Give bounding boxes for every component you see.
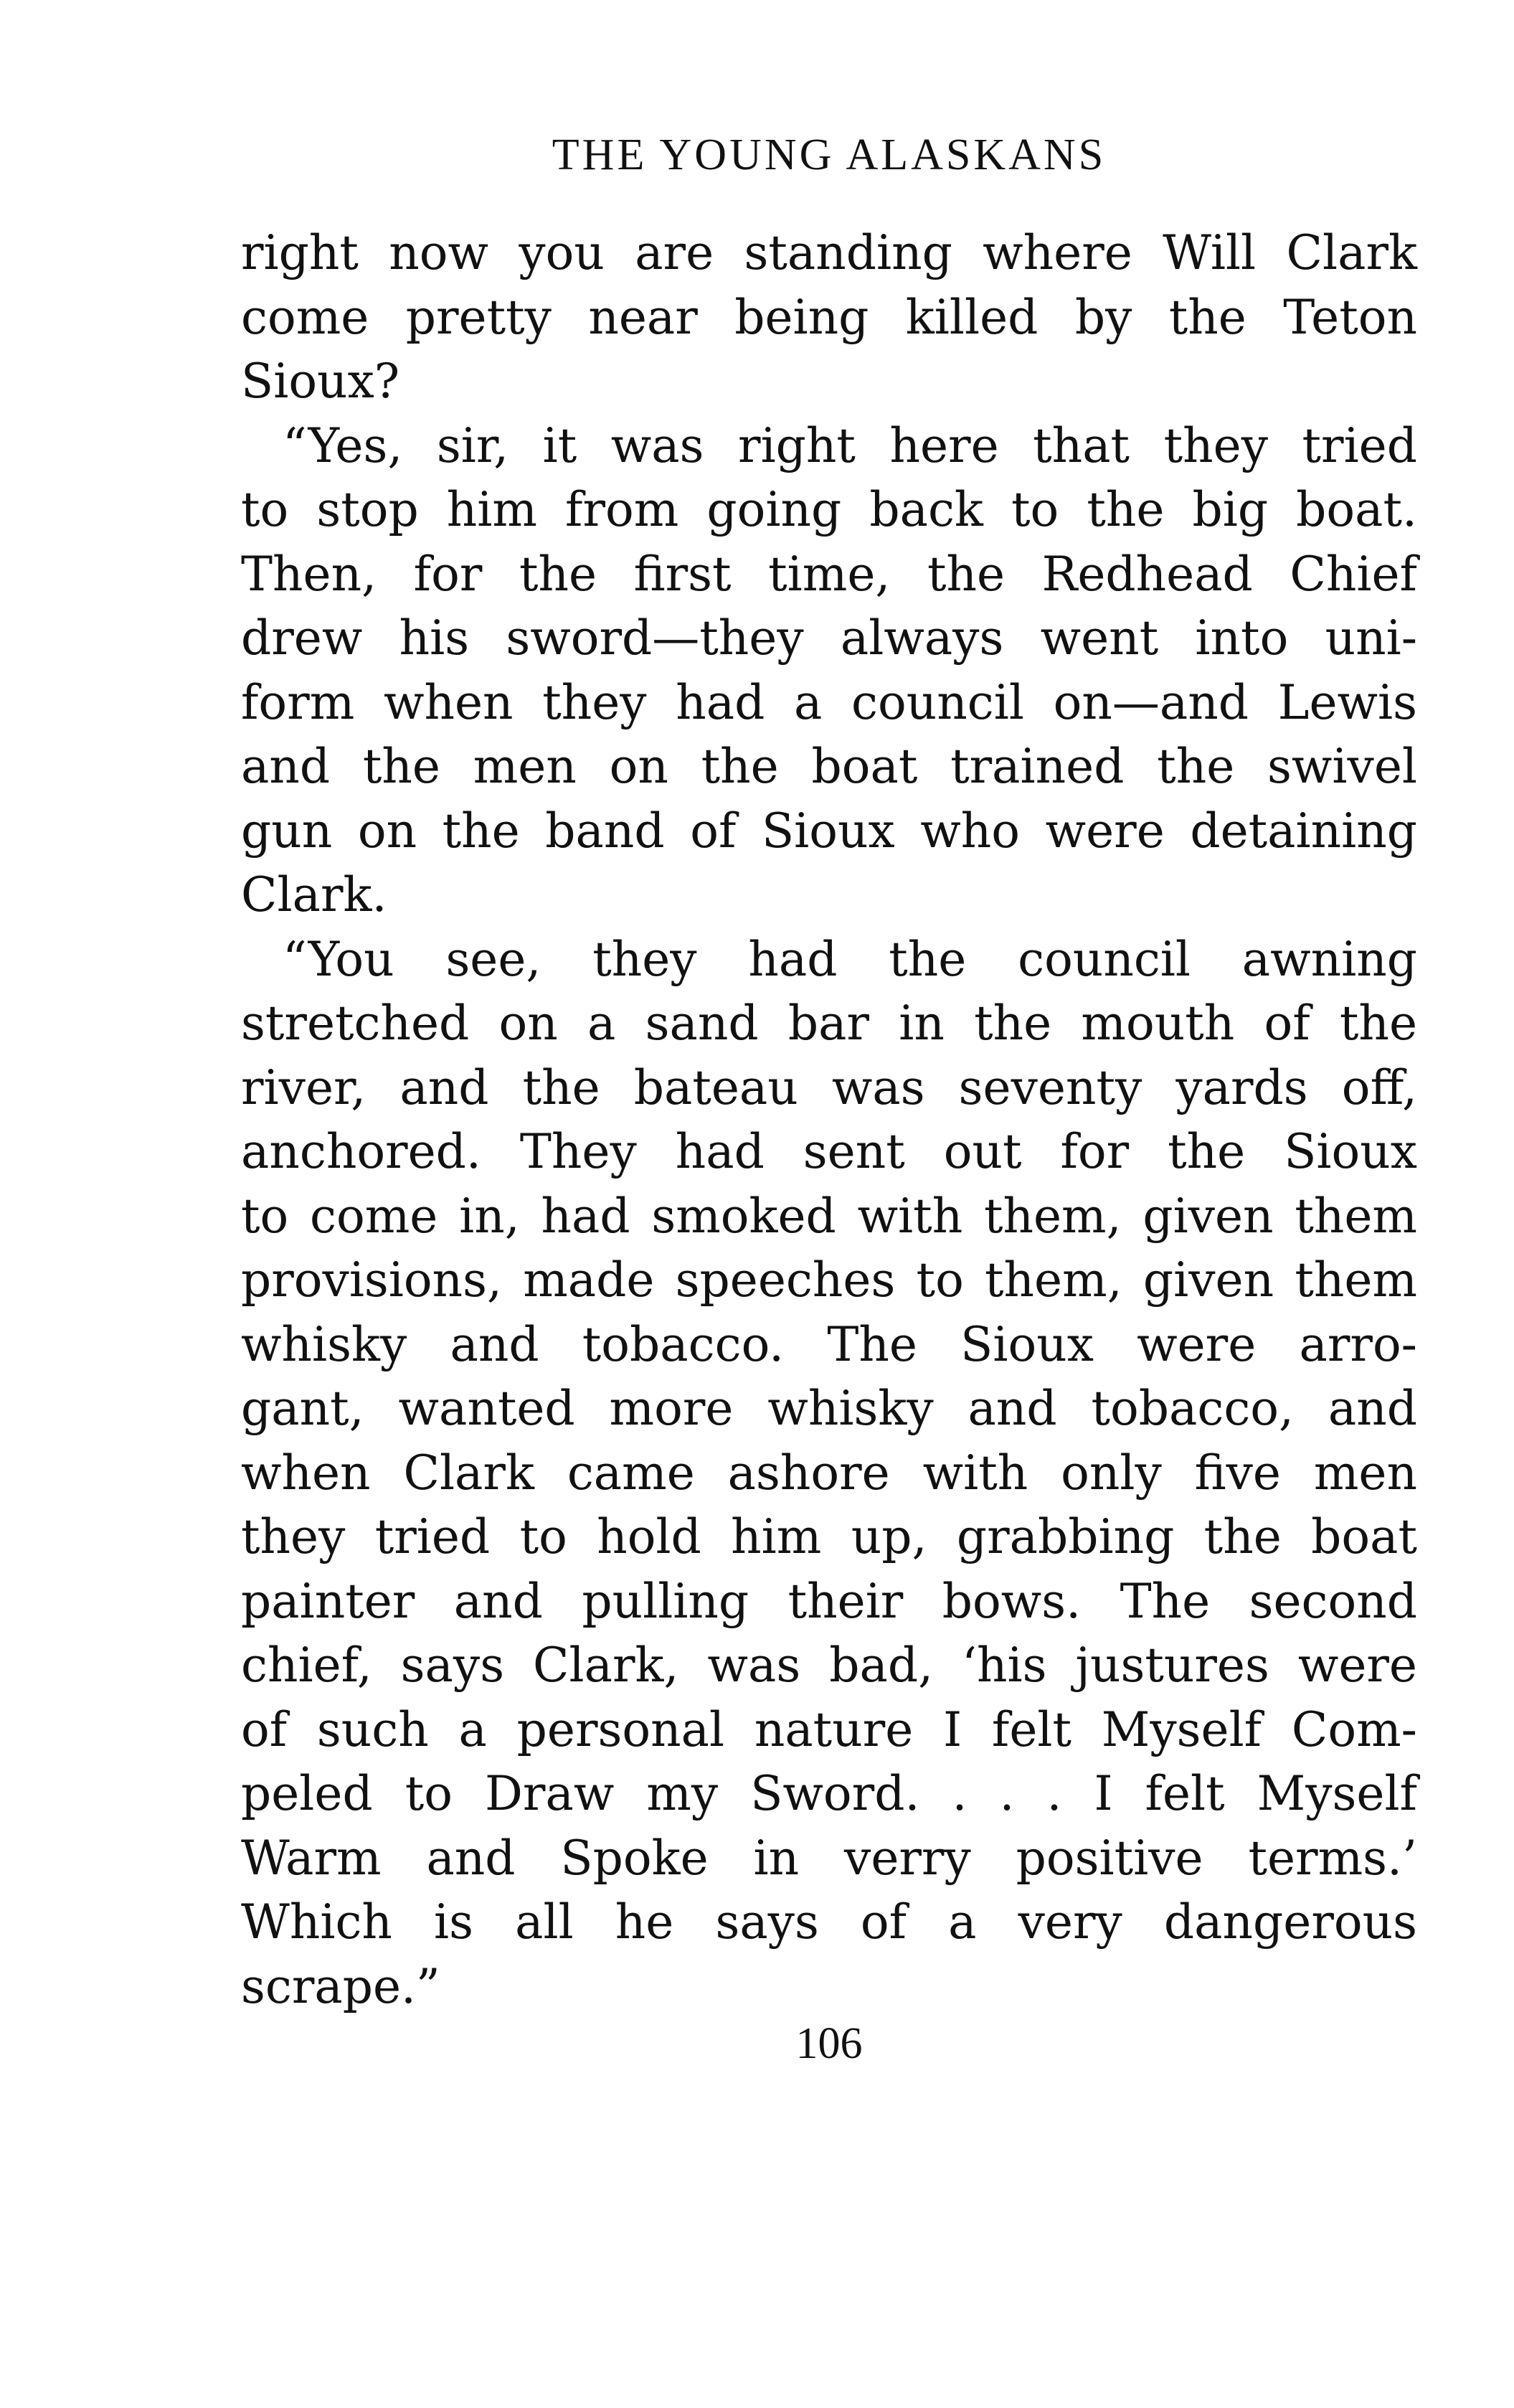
text-line: form when they had a council on—and Lewis	[241, 674, 1417, 730]
text-line: whisky and tobacco. The Sioux were arro-	[241, 1316, 1417, 1372]
text-line: anchored. They had sent out for the Sioux	[241, 1124, 1417, 1179]
text-line: of such a personal nature I felt Myself Com-	[241, 1701, 1417, 1757]
text-line: to stop him from going back to the big boat.	[241, 482, 1417, 537]
text-line: chief, says Clark, was bad, ‘his justures were	[241, 1638, 1417, 1693]
text-line: come pretty near being killed by the Teton	[241, 289, 1417, 345]
text-line: Clark.	[241, 867, 387, 922]
text-line: Sioux?	[241, 354, 400, 409]
text-line: to come in, had smoked with them, given them	[241, 1188, 1417, 1244]
text-line: gun on the band of Sioux who were detaining	[241, 803, 1417, 859]
body-text	[241, 221, 1417, 2019]
text-line: gant, wanted more whisky and tobacco, and	[241, 1381, 1417, 1436]
text-line: scrape.”	[241, 1958, 440, 2014]
text-line: right now you are standing where Will Clark	[241, 225, 1417, 280]
running-head: THE YOUNG ALASKANS	[552, 131, 1107, 179]
text-line: “You see, they had the council awning	[283, 931, 1417, 987]
text-line: when Clark came ashore with only five men	[241, 1445, 1417, 1501]
text-line: painter and pulling their bows. The second	[241, 1573, 1417, 1629]
text-line: “Yes, sir, it was right here that they tried	[283, 417, 1417, 473]
text-line: peled to Draw my Sword. . . . I felt Myself	[241, 1766, 1417, 1821]
text-line: drew his sword—they always went into uni-	[241, 610, 1417, 666]
text-line: stretched on a sand bar in the mouth of the	[241, 996, 1417, 1051]
text-line: and the men on the boat trained the swivel	[241, 739, 1417, 794]
text-line: they tried to hold him up, grabbing the boat	[241, 1509, 1417, 1564]
page-number: 106	[795, 2019, 863, 2068]
text-line: Warm and Spoke in verry positive terms.’	[241, 1830, 1417, 1886]
text-line: Then, for the first time, the Redhead Chief	[241, 546, 1417, 602]
text-line: Which is all he says of a very dangerous	[241, 1894, 1417, 1950]
text-line: river, and the bateau was seventy yards off,	[241, 1059, 1417, 1115]
text-line: provisions, made speeches to them, given them	[241, 1252, 1417, 1308]
